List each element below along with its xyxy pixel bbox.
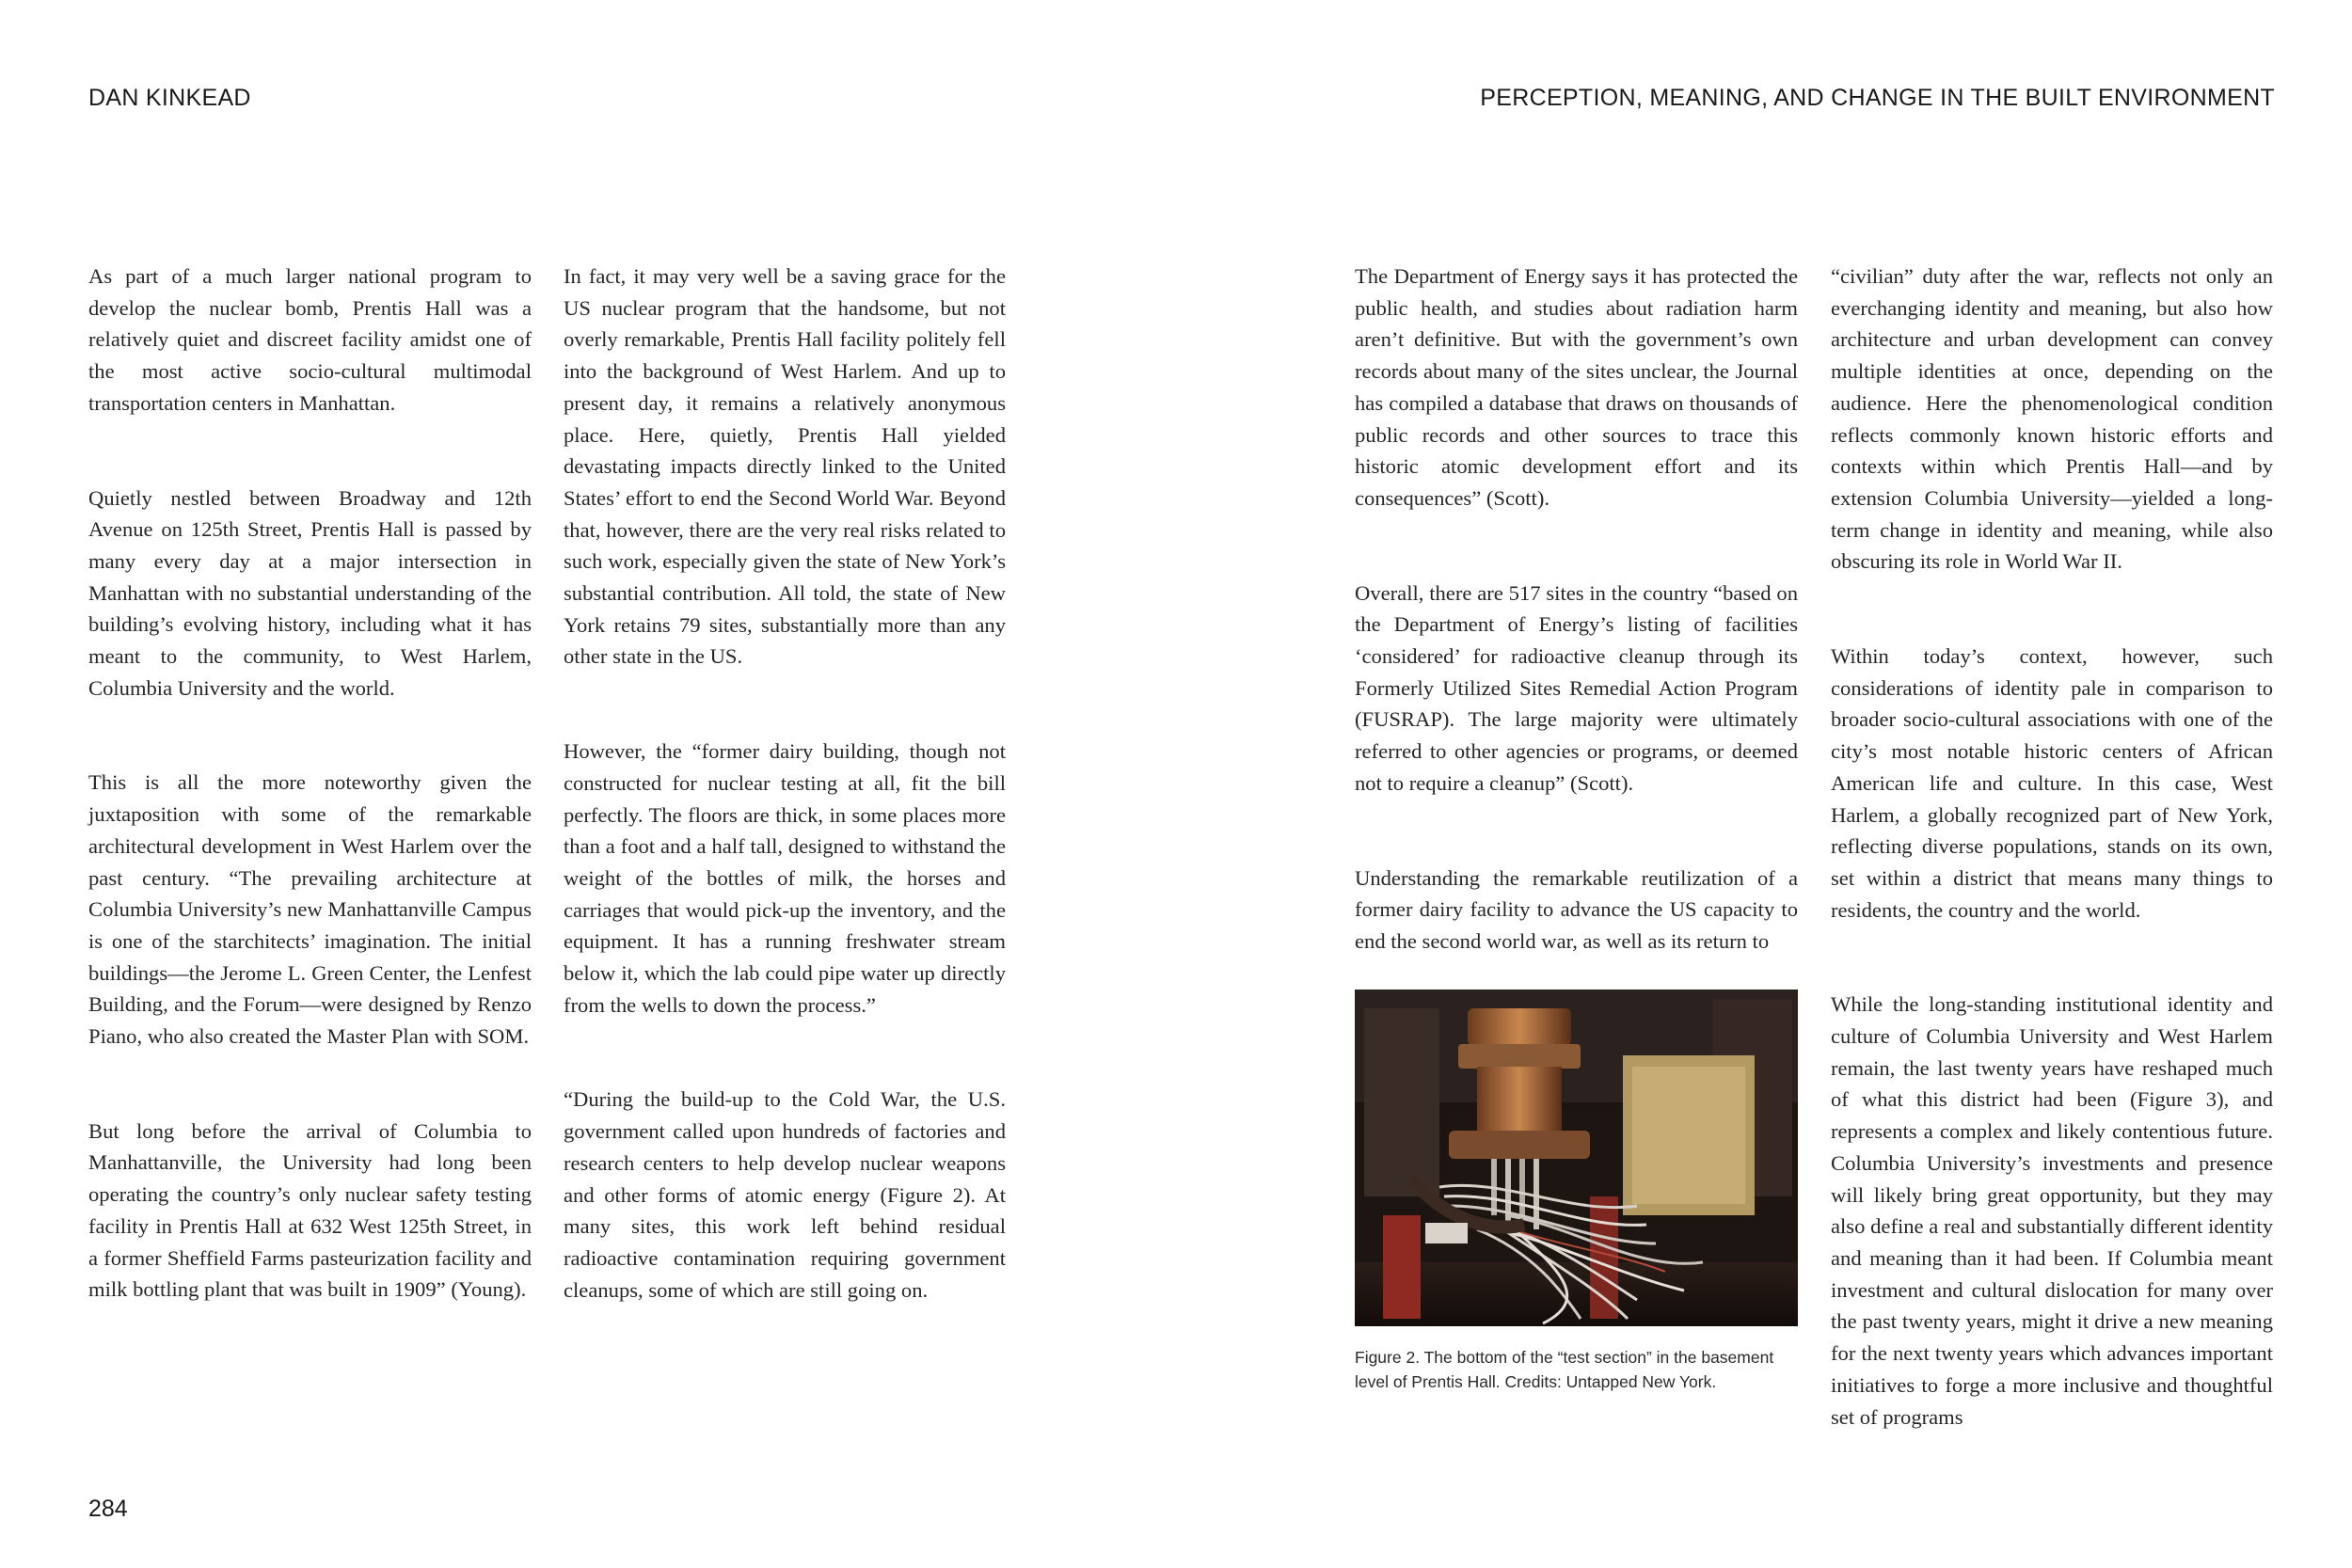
paragraph: Quietly nestled between Broadway and 12th Avenue on 125th Street, Prentis Hall is passed by many every day at a major intersection in Manhattan with no substantial understanding of the building’s evolving history, including what it has meant to the community, to West Harlem, Columbia University and the world. <box>88 485 532 700</box>
test-section-illustration <box>1355 990 1798 1326</box>
paragraph: “During the build-up to the Cold War, the U.S. government called upon hundreds of factories and research centers to help develop nuclear weapons and other forms of atomic energy (Figure 2). At many sites, this work left behind residual radioactive contamination requiring government cleanups, some of which are still going on. <box>564 1087 1006 1302</box>
figure-caption: Figure 2. The bottom of the “test section” in the basement level of Prentis Hall. Credits: Untapped New York. <box>1355 1348 1774 1391</box>
paragraph: However, the “former dairy building, though not constructed for nuclear testing at all, fit the bill perfectly. The floors are thick, in some places more than a foot and a half tall, designed to withstand the weight of the bottles of milk, the horses and carriages that would pick-up the inventory, and the equipment. It has a running freshwater stream below it, which the lab could pipe water up directly from the wells to down the process.” <box>564 739 1006 1017</box>
running-head-title: PERCEPTION, MEANING, AND CHANGE IN THE BUILT ENVIRONMENT <box>1480 85 2275 111</box>
paragraph: The Department of Energy says it has protected the public health, and studies about radiation harm aren’t definitive. But with the government’s own records about many of the sites unclear, the Journal has compiled a database that draws on thousands of public records and other sources to trace this historic atomic development effort and its consequences” (Scott). <box>1355 264 1798 510</box>
paragraph: While the long-standing institutional identity and culture of Columbia University and West Harlem remain, the last twenty years have reshaped much of what this district had been (Figure 3), and represents a complex and likely contentious future. Columbia University’s investments and presence will likely bring great opportunity, but they may also define a real and substantially different identity and meaning than it had been. If Columbia meant investment and cultural dislocation for many over the past twenty years, might it drive a new meaning for the next twenty years which advances important initiatives to forge a more inclusive and thoughtful set of programs <box>1831 992 2273 1429</box>
paragraph: In fact, it may very well be a saving grace for the US nuclear program that the handsome, but not overly remarkable, Prentis Hall facility politely fell into the background of West Harlem. And up to present day, it remains a relatively anonymous place. Here, quietly, Prentis Hall yielded devastating impacts directly linked to the United States’ effort to end the Second World War. Beyond that, however, there are the very real risks related to such work, especially given the state of New York’s substantial contribution. All told, the state of New York retains 79 sites, substantially more than any other state in the US. <box>564 264 1006 669</box>
text-column-2 <box>564 261 1006 1306</box>
paragraph: Within today’s context, however, such considerations of identity pale in comparison to broader socio-cultural associations with one of the city’s most notable historic centers of African American life and culture. In this case, West Harlem, a globally recognized part of New York, reflecting diverse populations, stands on its own, set within a district that means many things to residents, the country and the world. <box>1831 644 2273 922</box>
paragraph: This is all the more noteworthy given the juxtaposition with some of the remarkable architectural development in West Harlem over the past century. “The prevailing architecture at Columbia University’s new Manhattanville Campus is one of the starchitects’ imagination. The initial buildings—the Jerome L. Green Center, the Lenfest Building, and the Forum—were designed by Renzo Piano, who also created the Master Plan with SOM. <box>88 770 532 1049</box>
paragraph: As part of a much larger national program to develop the nuclear bomb, Prentis Hall was a relatively quiet and discreet facility amidst one of the most active socio-cultural multimodal transportation centers in Manhattan. <box>88 264 532 415</box>
paragraph: Understanding the remarkable reutilization of a former dairy facility to advance the US capacity to end the second world war, as well as its return to <box>1355 865 1798 953</box>
text-column-1 <box>88 261 532 1306</box>
page-number: 284 <box>88 1496 128 1522</box>
figure-photo <box>1355 990 1798 1326</box>
text-column-4 <box>1831 261 2273 1433</box>
running-head-author: DAN KINKEAD <box>88 85 251 111</box>
paragraph: Overall, there are 517 sites in the country “based on the Department of Energy’s listing of facilities ‘considered’ for radioactive cleanup through its Formerly Utilized Sites Remedial Action Program (FUSRAP). The large majority were ultimately referred to other agencies or programs, or deemed not to require a cleanup” (Scott). <box>1355 580 1798 795</box>
text-column-3 <box>1355 261 1798 958</box>
paragraph: But long before the arrival of Columbia to Manhattanville, the University had long been operating the country’s only nuclear safety testing facility in Prentis Hall at 632 West 125th Street, in a former Sheffield Farms pasteurization facility and milk bottling plant that was built in 1909” (Young). <box>88 1118 532 1302</box>
paragraph: “civilian” duty after the war, reflects not only an everchanging identity and meaning, but also how architecture and urban development can convey multiple identities at once, depending on the audience. Here the phenomenological condition reflects commonly known historic efforts and contexts within which Prentis Hall—and by extension Columbia University—yielded a long-term change in identity and meaning, while also obscuring its role in World War II. <box>1831 264 2273 574</box>
figure-2 <box>1355 990 1798 1394</box>
